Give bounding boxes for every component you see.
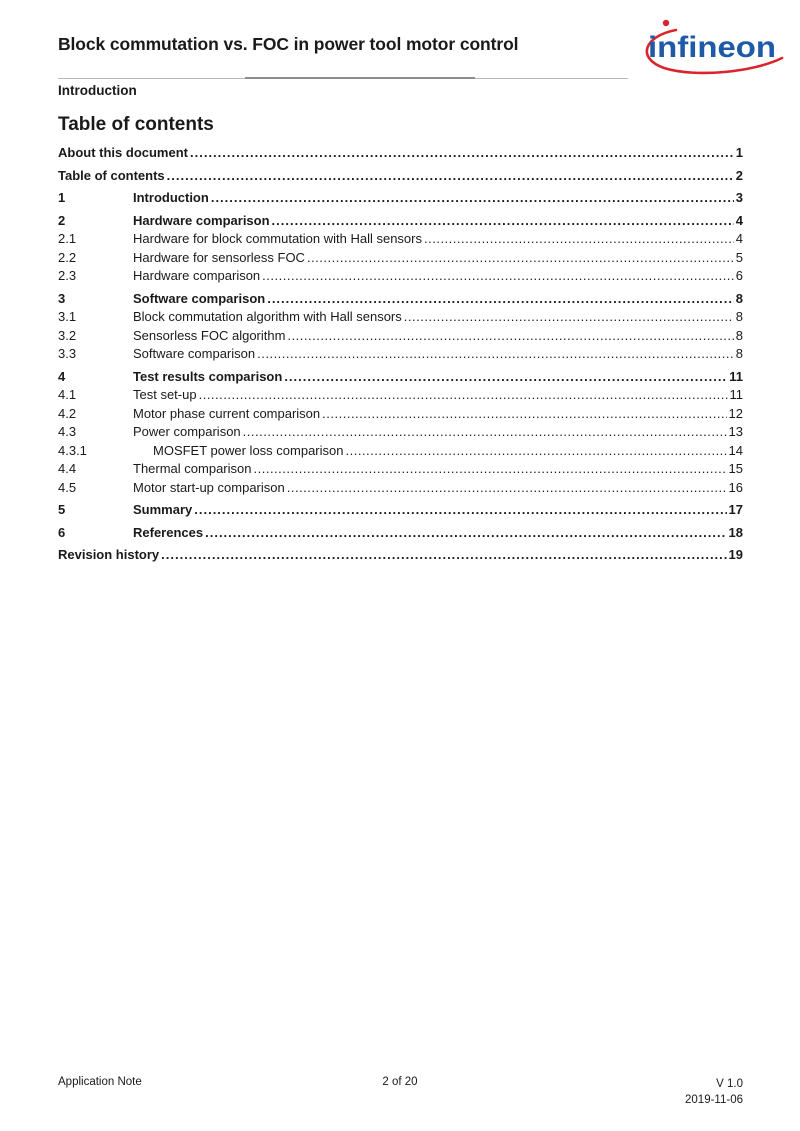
toc-entry-page: 8 bbox=[735, 346, 743, 361]
toc-leader-dots bbox=[262, 267, 734, 286]
toc-entry-title: Sensorless FOC algorithm bbox=[133, 327, 286, 343]
toc-entry-title: Table of contents bbox=[58, 167, 165, 183]
toc-entry-number: 6 bbox=[58, 524, 66, 540]
toc-leader-dots bbox=[284, 368, 727, 387]
toc-entry[interactable] bbox=[58, 167, 743, 186]
toc-entry-page: 2 bbox=[735, 167, 743, 183]
toc-entry-title: References bbox=[133, 524, 204, 540]
toc-entry-title: Motor start-up comparison bbox=[133, 479, 285, 495]
toc-leader-dots bbox=[272, 212, 734, 231]
toc-entry[interactable] bbox=[58, 479, 743, 498]
toc-leader-dots bbox=[267, 290, 734, 309]
toc-entry[interactable] bbox=[58, 308, 743, 327]
toc-entry-title: Hardware comparison bbox=[133, 268, 261, 283]
toc-entry[interactable] bbox=[58, 460, 743, 479]
toc-entry-number: 3.2 bbox=[58, 327, 77, 343]
toc-entry-title: Test results comparison bbox=[133, 368, 283, 384]
toc-entry[interactable] bbox=[58, 249, 743, 268]
toc-entry-title: Motor phase current comparison bbox=[133, 405, 321, 421]
toc-entry-page: 4 bbox=[735, 231, 743, 246]
toc-entry-number: 4.1 bbox=[58, 387, 77, 402]
toc-entry[interactable] bbox=[58, 546, 743, 565]
toc-entry-title: Block commutation algorithm with Hall sensors bbox=[133, 309, 402, 324]
footer-version-block bbox=[685, 1076, 743, 1108]
document-title: Block commutation vs. FOC in power tool motor control bbox=[58, 34, 519, 54]
toc-entry[interactable] bbox=[58, 230, 743, 249]
toc-entry-page: 4 bbox=[735, 212, 743, 228]
toc-entry-number: 4.5 bbox=[58, 479, 77, 495]
toc-entry[interactable] bbox=[58, 386, 743, 405]
toc-leader-dots bbox=[322, 405, 726, 424]
toc-entry-title: Introduction bbox=[133, 190, 209, 205]
toc-leader-dots bbox=[190, 144, 734, 163]
infineon-logo bbox=[636, 16, 786, 82]
toc-entry-page: 17 bbox=[728, 502, 743, 517]
toc-entry-title: Revision history bbox=[58, 547, 160, 562]
footer-version: V 1.0 bbox=[716, 1078, 743, 1090]
toc-entry-number: 3.3 bbox=[58, 346, 77, 361]
toc-entry-title: Hardware for block commutation with Hall sensors bbox=[133, 231, 422, 246]
toc-leader-dots bbox=[287, 327, 733, 346]
toc-leader-dots bbox=[199, 386, 728, 405]
toc-entry-title: Hardware for sensorless FOC bbox=[133, 249, 305, 265]
toc-entry-title: Test set-up bbox=[133, 387, 197, 402]
toc-entry-page: 15 bbox=[728, 461, 743, 476]
toc-entry[interactable] bbox=[58, 267, 743, 286]
toc-entry-page: 5 bbox=[735, 249, 743, 265]
toc-entry[interactable] bbox=[58, 423, 743, 442]
toc-entry-number: 5 bbox=[58, 502, 66, 517]
toc-entry-page: 3 bbox=[735, 190, 743, 205]
toc-entry[interactable] bbox=[58, 189, 743, 208]
toc-entry[interactable] bbox=[58, 327, 743, 346]
toc-entry-title: Summary bbox=[133, 502, 193, 517]
toc-entry-number: 4.3 bbox=[58, 424, 77, 439]
toc-entry-number: 2.3 bbox=[58, 268, 77, 283]
toc-entry[interactable] bbox=[58, 442, 743, 461]
toc-leader-dots bbox=[424, 230, 734, 249]
toc-entry-page: 6 bbox=[735, 268, 743, 283]
toc-entry-title: Software comparison bbox=[133, 290, 266, 306]
toc-entry-number: 1 bbox=[58, 190, 66, 205]
toc-entry-page: 18 bbox=[728, 524, 743, 540]
toc-entry[interactable] bbox=[58, 144, 743, 163]
toc-entry-number: 4.3.1 bbox=[58, 442, 87, 458]
toc-leader-dots bbox=[211, 189, 734, 208]
toc-entry[interactable] bbox=[58, 501, 743, 520]
footer-page-number: 2 of 20 bbox=[382, 1076, 418, 1088]
toc-leader-dots bbox=[307, 249, 734, 268]
toc-leader-dots bbox=[346, 442, 727, 461]
toc-entry-number: 2 bbox=[58, 212, 66, 228]
toc-entry[interactable] bbox=[58, 524, 743, 543]
toc-leader-dots bbox=[287, 479, 727, 498]
toc-entry[interactable] bbox=[58, 345, 743, 364]
toc-entry[interactable] bbox=[58, 212, 743, 231]
toc-entry-page: 13 bbox=[728, 424, 743, 439]
svg-text:infineon: infineon bbox=[648, 31, 776, 64]
toc-entry-number: 3.1 bbox=[58, 309, 77, 324]
toc-entry-page: 19 bbox=[728, 547, 743, 562]
toc-entry-title: Hardware comparison bbox=[133, 212, 270, 228]
toc-entry-page: 8 bbox=[735, 327, 743, 343]
toc-entry-title: Power comparison bbox=[133, 424, 241, 439]
toc-entry-number: 4.2 bbox=[58, 405, 77, 421]
toc-entry-page: 8 bbox=[735, 290, 743, 306]
toc-entry-number: 2.2 bbox=[58, 249, 77, 265]
toc-entry-page: 12 bbox=[728, 405, 743, 421]
footer-date: 2019-11-06 bbox=[685, 1094, 743, 1106]
toc-leader-dots bbox=[167, 167, 734, 186]
section-label: Introduction bbox=[58, 83, 137, 98]
toc-heading: Table of contents bbox=[58, 114, 214, 135]
toc-leader-dots bbox=[243, 423, 727, 442]
toc-entry-title: Software comparison bbox=[133, 346, 256, 361]
toc-leader-dots bbox=[205, 524, 726, 543]
toc-entry-page: 16 bbox=[728, 479, 743, 495]
toc-leader-dots bbox=[254, 460, 727, 479]
toc-entry-number: 2.1 bbox=[58, 231, 77, 246]
toc-entry-title: About this document bbox=[58, 145, 188, 160]
toc-entry-number: 4.4 bbox=[58, 461, 77, 476]
toc-leader-dots bbox=[257, 345, 734, 364]
toc-entry-page: 1 bbox=[735, 145, 743, 160]
toc-entry-number: 3 bbox=[58, 290, 66, 306]
toc-entry-page: 11 bbox=[729, 368, 743, 384]
toc-entry-page: 11 bbox=[729, 387, 743, 402]
toc-entry[interactable] bbox=[58, 405, 743, 424]
toc-entry-page: 14 bbox=[728, 442, 743, 458]
footer-doc-type: Application Note bbox=[58, 1076, 142, 1088]
header-divider-accent bbox=[245, 77, 475, 79]
toc-entry-page: 8 bbox=[735, 309, 743, 324]
toc-entry-number: 4 bbox=[58, 368, 66, 384]
toc-entry-title: Thermal comparison bbox=[133, 461, 252, 476]
toc-leader-dots bbox=[404, 308, 734, 327]
toc-entry-title: MOSFET power loss comparison bbox=[153, 442, 344, 458]
toc-entry[interactable] bbox=[58, 368, 743, 387]
toc-entry[interactable] bbox=[58, 290, 743, 309]
toc-leader-dots bbox=[161, 546, 726, 565]
toc-leader-dots bbox=[194, 501, 726, 520]
table-of-contents bbox=[58, 144, 743, 565]
